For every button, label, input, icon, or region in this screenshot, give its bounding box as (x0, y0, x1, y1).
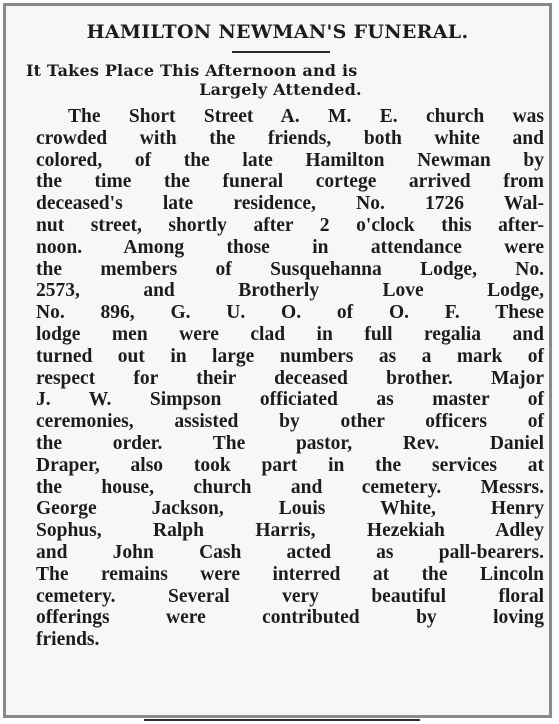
article-line: offerings were contributed by loving (36, 607, 544, 629)
article-line: Draper, also took part in the services at (36, 454, 544, 476)
article-line: ceremonies, assisted by other officers of (36, 411, 544, 433)
article-line: and John Cash acted as pall-bearers. (36, 541, 544, 563)
subheadline (26, 61, 535, 99)
end-rule (144, 719, 420, 721)
article-line: the time the funeral cortege arrived from (36, 171, 544, 193)
article-line: friends. (36, 629, 100, 651)
article-line: George Jackson, Louis White, Henry (36, 498, 544, 520)
article-line: No. 896, G. U. O. of O. F. These (36, 302, 544, 324)
article-line: the members of Susquehanna Lodge, No. (36, 258, 544, 280)
article-line: The remains were interred at the Lincoln (36, 563, 544, 585)
article-line: lodge men were clad in full regalia and (36, 323, 544, 345)
headline-rule (232, 51, 330, 53)
subheadline-line-1: It Takes Place This Afternoon and is (26, 61, 358, 80)
headline: HAMILTON NEWMAN'S FUNERAL. (86, 21, 469, 43)
article-line: nut street, shortly after 2 o'clock this after- (36, 214, 544, 236)
article-line: noon. Among those in attendance were (36, 236, 544, 258)
newspaper-clipping (3, 3, 552, 718)
article-line: respect for their deceased brother. Major (36, 367, 544, 389)
subheadline-line-2: Largely Attended. (199, 80, 362, 99)
article-line: The Short Street A. M. E. church was (68, 106, 544, 127)
article-body (36, 106, 544, 651)
article-line: 2573, and Brotherly Love Lodge, (36, 280, 544, 302)
article-line: crowded with the friends, both white and (36, 127, 544, 149)
article-line: cemetery. Several very beautiful floral (36, 585, 544, 607)
article-line: deceased's late residence, No. 1726 Wal- (36, 193, 544, 215)
article-line: the house, church and cemetery. Messrs. (36, 476, 544, 498)
article-line: turned out in large numbers as a mark of (36, 345, 544, 367)
article-line: J. W. Simpson officiated as master of (36, 389, 544, 411)
article-line: colored, of the late Hamilton Newman by (36, 149, 544, 171)
article-line: Sophus, Ralph Harris, Hezekiah Adley (36, 520, 544, 542)
article-line: the order. The pastor, Rev. Daniel (36, 432, 544, 454)
